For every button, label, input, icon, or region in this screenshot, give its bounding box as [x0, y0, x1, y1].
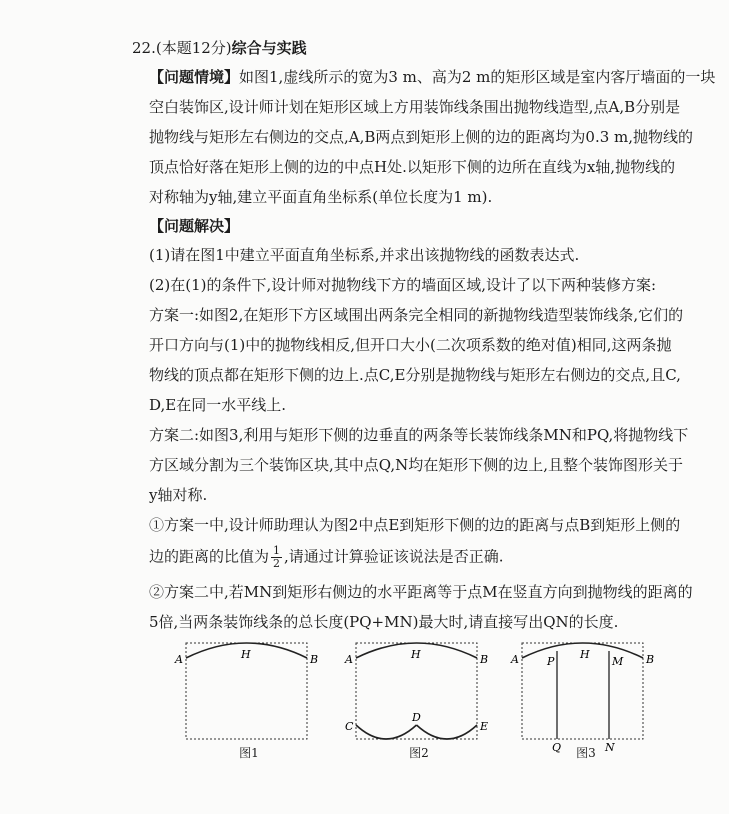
- point-label-a: A: [511, 653, 519, 666]
- point-label-b: B: [480, 653, 489, 666]
- point-label-b: B: [646, 653, 655, 666]
- point-label-q: Q: [552, 741, 562, 754]
- plan1-line-1: 方案一:如图2,在矩形下方区域围出两条完全相同的新抛物线造型装饰线条,它们的: [149, 306, 684, 324]
- point-label-m: M: [612, 655, 624, 668]
- figure-2-caption: 图2: [409, 746, 429, 760]
- intro-line-2: 空白装饰区,设计师计划在矩形区域上方用装饰线条围出抛物线造型,点A,B分别是: [149, 98, 681, 116]
- intro-line-4: 顶点恰好落在矩形上侧的边的中点H处.以矩形下侧的边所在直线为x轴,抛物线的: [149, 158, 676, 176]
- section-solution-title: 【问题解决】: [149, 217, 240, 235]
- figure-1-caption: 图1: [239, 746, 259, 760]
- subquestion-1-line-1: ①方案一中,设计师助理认为图2中点E到矩形下侧的边的距离与点B到矩形上侧的: [149, 516, 681, 534]
- point-label-a: A: [345, 653, 353, 666]
- figure-3: [511, 636, 661, 754]
- point-label-a: A: [175, 653, 183, 666]
- problem-score: (本题12分): [155, 39, 232, 57]
- subquestion-1-text-a: 边的距离的比值为: [149, 547, 270, 566]
- intro-line-1: [149, 67, 715, 87]
- plan1-line-2: 开口方向与(1)中的抛物线相反,但开口大小(二次项系数的绝对值)相同,这两条抛: [149, 336, 672, 354]
- plan2-line-3: y轴对称.: [149, 486, 208, 504]
- subquestion-2-line-2: 5倍,当两条装饰线条的总长度(PQ+MN)最大时,请直接写出QN的长度.: [149, 613, 619, 631]
- problem-header: [132, 38, 307, 58]
- subquestion-2-line-1: ②方案二中,若MN到矩形右侧边的水平距离等于点M在竖直方向到抛物线的距离的: [149, 583, 693, 601]
- point-label-h: H: [241, 648, 251, 661]
- subquestion-1-text-b: ,请通过计算验证该说法是否正确.: [284, 547, 504, 566]
- left-lower-parabola: [356, 725, 417, 739]
- point-label-n: N: [605, 741, 615, 754]
- plan2-line-1: 方案二:如图3,利用与矩形下侧的边垂直的两条等长装饰线条MN和PQ,将抛物线下: [149, 426, 689, 444]
- question-1: (1)请在图1中建立平面直角坐标系,并求出该抛物线的函数表达式.: [149, 246, 580, 264]
- problem-title: 综合与实践: [231, 39, 307, 57]
- section-situation-title: 【问题情境】: [149, 68, 240, 86]
- point-label-b: B: [310, 653, 319, 666]
- point-label-e: E: [480, 720, 489, 733]
- problem-number: 22.: [132, 39, 156, 57]
- intro-line-3: 抛物线与矩形左右侧边的交点,A,B两点到矩形上侧的边的距离均为0.3 m,抛物线的: [149, 128, 694, 146]
- point-label-p: P: [547, 655, 555, 668]
- fraction-numerator: 1: [273, 544, 281, 557]
- fraction-denominator: 2: [273, 557, 281, 570]
- plan1-line-3: 物线的顶点都在矩形下侧的边上.点C,E分别是抛物线与矩形左右侧边的交点,且C,: [149, 366, 681, 384]
- point-label-d: D: [412, 711, 421, 724]
- subquestion-1-line-2: [149, 545, 504, 570]
- plan2-line-2: 方区域分割为三个装饰区块,其中点Q,N均在矩形下侧的边上,且整个装饰图形关于: [149, 456, 683, 474]
- point-label-h: H: [580, 648, 590, 661]
- plan1-line-4: D,E在同一水平线上.: [149, 396, 286, 414]
- intro-line-5: 对称轴为y轴,建立平面直角坐标系(单位长度为1 m).: [149, 188, 493, 206]
- point-label-h: H: [411, 648, 421, 661]
- fraction-one-half: [271, 545, 282, 570]
- question-2: (2)在(1)的条件下,设计师对抛物线下方的墙面区域,设计了以下两种装修方案:: [149, 276, 657, 294]
- point-label-c: C: [345, 720, 354, 733]
- figure-1: [175, 636, 325, 746]
- intro-text-1: 如图1,虚线所示的宽为3 m、高为2 m的矩形区域是室内客厅墙面的一块: [239, 68, 716, 86]
- figure-3-caption: 图3: [576, 746, 596, 760]
- figure-2: [345, 636, 495, 746]
- right-lower-parabola: [417, 725, 478, 739]
